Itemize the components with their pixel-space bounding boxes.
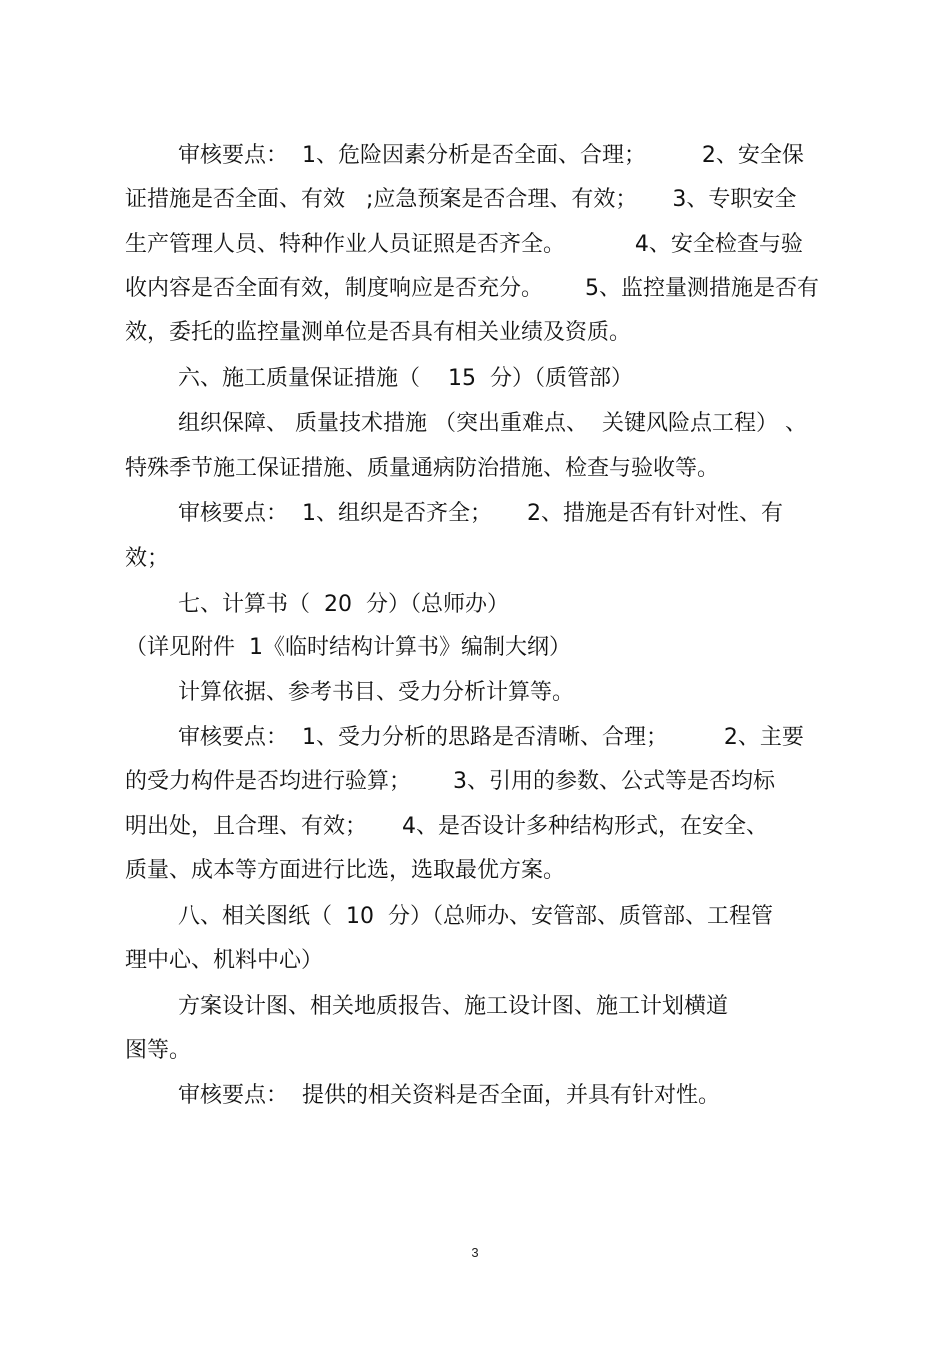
text-line: 的受力构件是否均进行验算； 3、引用的参数、公式等是否均标 <box>125 769 775 794</box>
text-line: 方案设计图、相关地质报告、施工设计图、施工计划横道 <box>178 994 729 1019</box>
text-line: （详见附件 1《临时结构计算书》编制大纲） <box>125 635 571 660</box>
text-line: 图等。 <box>125 1038 192 1063</box>
text-line: 效，委托的监控量测单位是否具有相关业绩及资质。 <box>125 320 632 345</box>
text-line: 审核要点： 提供的相关资料是否全面，并具有针对性。 <box>178 1083 720 1108</box>
section-heading: 七、计算书（ 20 分）（总师办） <box>178 592 509 617</box>
text-line: 审核要点： 1、组织是否齐全； 2、措施是否有针对性、有 <box>178 501 783 526</box>
text-line: 收内容是否全面有效，制度响应是否充分。 5、监控量测措施是否有 <box>125 276 819 301</box>
text-line: 特殊季节施工保证措施、质量通病防治措施、检查与验收等。 <box>125 456 720 481</box>
text-line: 计算依据、参考书目、受力分析计算等。 <box>178 680 575 705</box>
section-heading: 六、施工质量保证措施（ 15 分）（质管部） <box>178 366 633 391</box>
text-line: 生产管理人员、特种作业人员证照是否齐全。 4、安全检查与验 <box>125 232 803 257</box>
text-line: 审核要点： 1、受力分析的思路是否清晰、合理； 2、主要 <box>178 725 804 750</box>
page-number: 3 <box>471 1245 479 1260</box>
text-line: 理中心、机料中心） <box>125 948 324 973</box>
text-line: 质量、成本等方面进行比选，选取最优方案。 <box>125 858 566 883</box>
text-line: 效； <box>125 546 170 571</box>
text-line: 组织保障、 质量技术措施 （突出重难点、 关键风险点工程） 、 <box>178 411 807 436</box>
text-line: 证措施是否全面、有效 ;应急预案是否合理、有效； 3、专职安全 <box>125 187 797 212</box>
text-line: 审核要点： 1、危险因素分析是否全面、合理； 2、安全保 <box>178 143 804 168</box>
text-line: 明出处，且合理、有效； 4、是否设计多种结构形式，在安全、 <box>125 814 768 839</box>
section-heading: 八、相关图纸（ 10 分）（总师办、安管部、质管部、工程管 <box>178 904 773 929</box>
